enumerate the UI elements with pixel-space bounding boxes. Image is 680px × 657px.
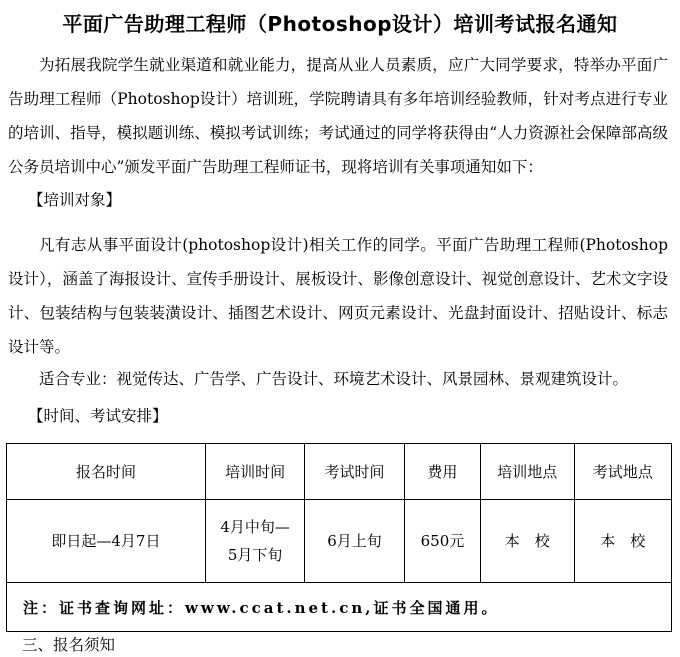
cell-exam-place: 本 校	[574, 500, 671, 583]
cell-training-place: 本 校	[481, 500, 574, 583]
table-note-row	[7, 583, 672, 632]
suitable-majors-paragraph: 适合专业：视觉传达、广告学、广告设计、环境艺术设计、风景园林、景观建筑设计。	[39, 370, 629, 388]
header-training-time: 培训时间	[205, 444, 304, 500]
intro-paragraph: 为拓展我院学生就业渠道和就业能力，提高从业人员素质，应广大同学要求，特举办平面广告助理工程师（Photoshop设计）培训班，学院聘请具有多年培训经验教师，针对考点进行专业的培训、指导，模拟题训练、模拟考试训练；考试通过的同学将获得由“人力资源社会保障部高级公务员培训中心”颁发平面广告助理工程师证书，现将培训有关事项通知如下：	[8, 56, 668, 176]
schedule-table	[6, 443, 672, 632]
header-fee: 费用	[404, 444, 480, 500]
section-heading-registration-notes: 三、报名须知	[22, 636, 116, 654]
header-exam-place: 考试地点	[574, 444, 671, 500]
table-header-row	[7, 444, 672, 500]
header-training-place: 培训地点	[481, 444, 574, 500]
cell-signup-time: 即日起—4月7日	[7, 500, 206, 583]
header-exam-time: 考试时间	[305, 444, 404, 500]
training-time-line2: 5月下旬	[227, 546, 283, 564]
training-target-paragraph: 凡有志从事平面设计(photoshop设计)相关工作的同学。平面广告助理工程师(Photoshop设计），涵盖了海报设计、宣传手册设计、展板设计、影像创意设计、视觉创意设计、艺术文字设计、包装结构与包装装潢设计、插图艺术设计、网页元素设计、光盘封面设计、招贴设计、标志设计等。	[8, 236, 668, 356]
cell-fee: 650元	[404, 500, 480, 583]
page-title: 平面广告助理工程师（Photoshop设计）培训考试报名通知	[62, 12, 618, 36]
section-heading-schedule: 【时间、考试安排】	[28, 407, 168, 425]
header-signup-time: 报名时间	[7, 444, 206, 500]
section-heading-training-target: 【培训对象】	[28, 191, 122, 209]
training-time-line1: 4月中旬—	[220, 518, 290, 536]
table-row	[7, 500, 672, 583]
cell-exam-time: 6月上旬	[305, 500, 404, 583]
cell-training-time	[205, 500, 304, 583]
certificate-note: 注：证书查询网址：www.ccat.net.cn,证书全国通用。	[7, 583, 672, 632]
